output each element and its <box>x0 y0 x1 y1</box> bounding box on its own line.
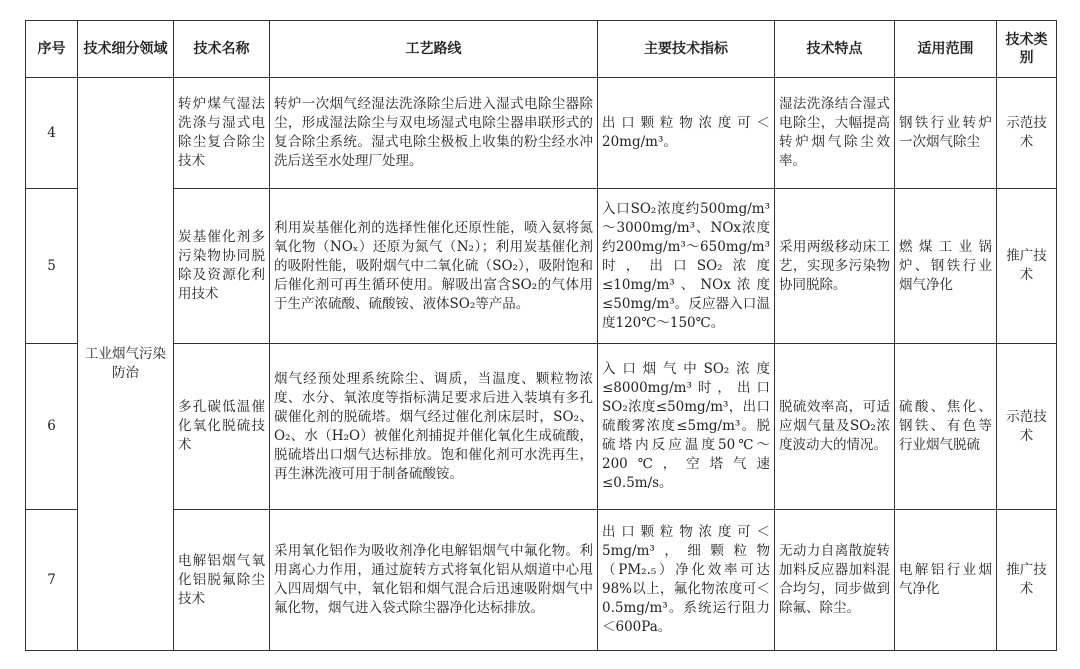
cell-route: 采用氧化铝作为吸收剂净化电解铝烟气中氟化物。利用离心力作用，通过旋转方式将氧化铝从烟道中心甩入四周烟气中，氧化铝和烟气混合后迅速吸附烟气中氟化物，烟气进入袋式除尘器净化达标排放。 <box>270 510 598 651</box>
header-features: 技术特点 <box>775 21 895 78</box>
cell-features: 无动力自离散旋转加料反应器加料混合均匀，同步做到除氟、除尘。 <box>775 510 895 651</box>
cell-name: 电解铝烟气氧化铝脱氟除尘技术 <box>174 510 270 651</box>
cell-route: 烟气经预处理系统除尘、调质，当温度、颗粒物浓度、水分、氧浓度等指标满足要求后进入装填有多孔碳催化剂的脱硫塔。烟气经过催化剂床层时，SO₂、O₂、水（H₂O）被催化剂捕捉并催化氧化生成硫酸，脱硫塔出口烟气达标排放。饱和催化剂可水洗再生，再生淋洗液可用于制备硫酸铵。 <box>270 344 598 510</box>
cell-scope: 电解铝行业烟气净化 <box>895 510 997 651</box>
cell-no: 4 <box>26 78 78 189</box>
header-row <box>26 21 1057 78</box>
cell-category: 推广技术 <box>997 189 1057 344</box>
cell-indicators: 入口烟气中SO₂浓度≤8000mg/m³时，出口SO₂浓度≤50mg/m³，出口硫酸雾浓度≤5mg/m³。脱硫塔内反应温度50℃～200℃，空塔气速≤0.5m/s。 <box>598 344 775 510</box>
cell-no: 7 <box>26 510 78 651</box>
cell-name: 转炉煤气湿法洗涤与湿式电除尘复合除尘技术 <box>174 78 270 189</box>
table-row <box>26 189 1057 344</box>
cell-features: 湿法洗涤结合湿式电除尘，大幅提高转炉烟气除尘效率。 <box>775 78 895 189</box>
cell-scope: 燃煤工业锅炉、钢铁行业烟气净化 <box>895 189 997 344</box>
cell-name: 多孔碳低温催化氧化脱硫技术 <box>174 344 270 510</box>
cell-features: 脱硫效率高，可适应烟气量及SO₂浓度波动大的情况。 <box>775 344 895 510</box>
header-scope: 适用范围 <box>895 21 997 78</box>
table-wrapper <box>25 20 1056 651</box>
header-indicators: 主要技术指标 <box>598 21 775 78</box>
cell-route: 转炉一次烟气经湿法洗涤除尘后进入湿式电除尘器除尘，形成湿法除尘与双电场湿式电除尘器串联形式的复合除尘系统。湿式电除尘极板上收集的粉尘经水冲洗后送至水处理厂处理。 <box>270 78 598 189</box>
cell-features: 采用两级移动床工艺，实现多污染物协同脱除。 <box>775 189 895 344</box>
header-name: 技术名称 <box>174 21 270 78</box>
cell-scope: 硫酸、焦化、钢铁、有色等行业烟气脱硫 <box>895 344 997 510</box>
cell-no: 6 <box>26 344 78 510</box>
header-field: 技术细分领域 <box>78 21 174 78</box>
cell-field-merged: 工业烟气污染防治 <box>78 78 174 651</box>
technology-table <box>25 20 1057 651</box>
cell-no: 5 <box>26 189 78 344</box>
cell-indicators: 入口SO₂浓度约500mg/m³～3000mg/m³、NOx浓度约200mg/m³～650mg/m³时，出口SO₂浓度≤10mg/m³、NOx浓度≤50mg/m³。反应器入口温度120℃～150℃。 <box>598 189 775 344</box>
cell-category: 示范技术 <box>997 78 1057 189</box>
cell-category: 示范技术 <box>997 344 1057 510</box>
table-row <box>26 78 1057 189</box>
table-row <box>26 344 1057 510</box>
cell-category: 推广技术 <box>997 510 1057 651</box>
cell-name: 炭基催化剂多污染物协同脱除及资源化利用技术 <box>174 189 270 344</box>
cell-scope: 钢铁行业转炉一次烟气除尘 <box>895 78 997 189</box>
header-no: 序号 <box>26 21 78 78</box>
header-route: 工艺路线 <box>270 21 598 78</box>
cell-indicators: 出口颗粒物浓度可＜5mg/m³，细颗粒物（PM₂.₅）净化效率可达98%以上，氟化物浓度可＜0.5mg/m³。系统运行阻力＜600Pa。 <box>598 510 775 651</box>
header-category: 技术类别 <box>997 21 1057 78</box>
table-row <box>26 510 1057 651</box>
cell-indicators: 出口颗粒物浓度可＜20mg/m³。 <box>598 78 775 189</box>
cell-route: 利用炭基催化剂的选择性催化还原性能，喷入氨将氮氧化物（NOₓ）还原为氮气（N₂）；利用炭基催化剂的吸附性能，吸附烟气中二氧化硫（SO₂），吸附饱和后催化剂可再生循环使用。解吸出富含SO₂的气体用于生产浓硫酸、硫酸铵、液体SO₂等产品。 <box>270 189 598 344</box>
